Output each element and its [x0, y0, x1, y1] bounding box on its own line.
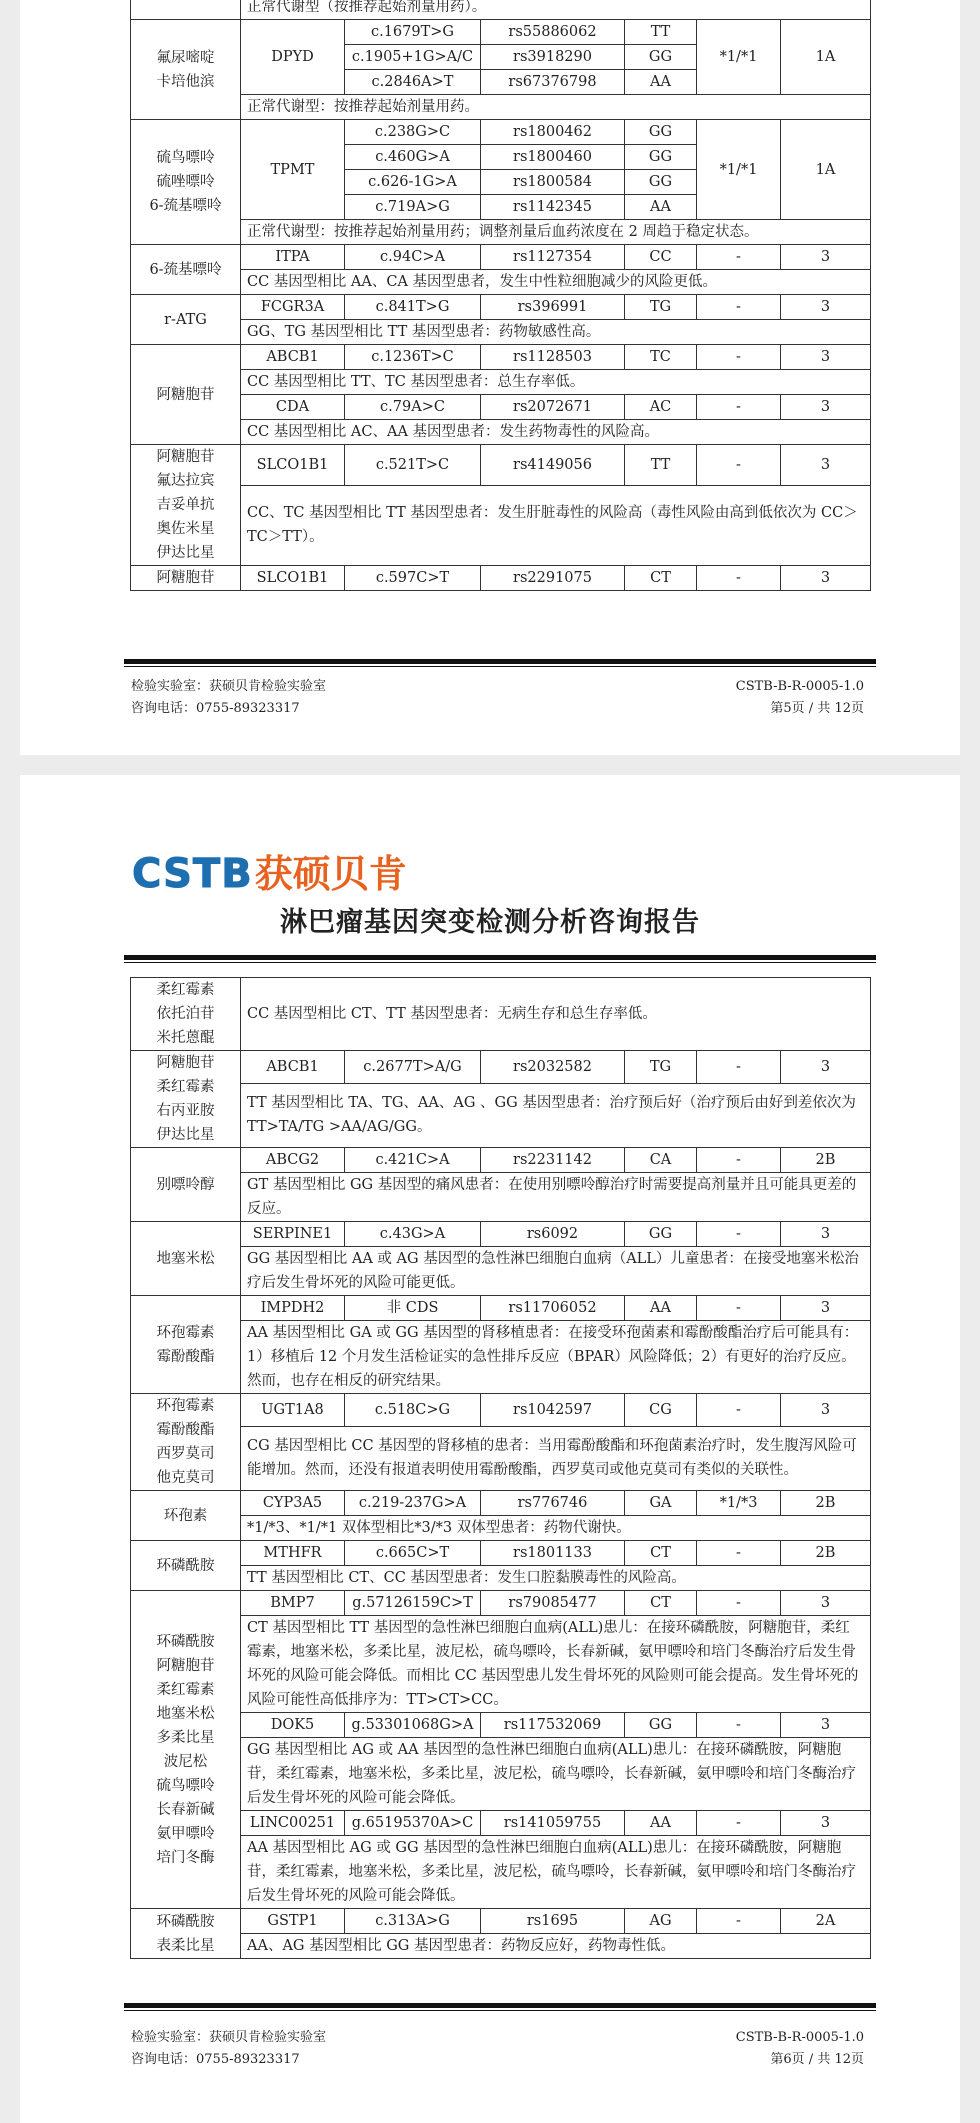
genotype-cell: GG: [625, 120, 697, 145]
genotype-cell: CT: [625, 566, 697, 591]
table-row: [131, 1541, 871, 1566]
genotype-cell: CA: [625, 1148, 697, 1173]
interpretation-note: CC、TC 基因型相比 TT 基因型患者：发生肝脏毒性的风险高（毒性风险由高到低依次为 CC＞TC＞TT）。: [241, 485, 871, 565]
cdna-variant-cell: c.521T>C: [345, 445, 481, 486]
drug-name: 他克莫司: [156, 1470, 215, 1486]
cdna-variant-cell: c.841T>G: [345, 295, 481, 320]
table-row: [131, 1836, 871, 1909]
evidence-level-cell: 3: [781, 245, 871, 270]
table-row: [131, 295, 871, 320]
table-row: [131, 1566, 871, 1591]
footer-phone: 咨询电话：0755-89323317: [131, 701, 300, 716]
rsid-cell: rs776746: [481, 1491, 625, 1516]
interpretation-note: CC 基因型相比 AC、AA 基因型患者：发生药物毒性的风险高。: [241, 420, 871, 445]
cdna-variant-cell: g.57126159C>T: [345, 1591, 481, 1616]
genotype-cell: GG: [625, 145, 697, 170]
gene-cell: SLCO1B1: [241, 445, 345, 486]
table-row: [131, 1713, 871, 1738]
drug-name: 环磷酰胺: [156, 1557, 215, 1574]
drug-name: 多柔比星: [156, 1729, 215, 1746]
interpretation-note: CC 基因型相比 TT、TC 基因型患者：总生存率低。: [241, 370, 871, 395]
footer-docinfo: [736, 676, 864, 720]
interpretation-note: CT 基因型相比 TT 基因型的急性淋巴细胞白血病(ALL)患儿：在接环磷酰胺，阿糖胞苷，柔红霉素，地塞米松，多柔比星，波尼松，硫鸟嘌呤，长春新碱，氨甲嘌呤和培门冬酶治疗后发生骨坏死的风险可能会降低。而相比 CC 基因型患儿发生骨坏死的风险则可能会提高。发生骨坏死的风险可能性高低排序为：TT>CT>CC。: [241, 1616, 871, 1713]
cdna-variant-cell: c.626-1G>A: [345, 170, 481, 195]
diplotype-cell: -: [697, 445, 781, 486]
genotype-cell: AC: [625, 395, 697, 420]
cdna-variant-cell: c.421C>A: [345, 1148, 481, 1173]
diplotype-cell: -: [697, 345, 781, 370]
table-row: [131, 0, 871, 20]
genotype-cell: TG: [625, 1051, 697, 1084]
footer-docinfo: [736, 2027, 864, 2071]
drug-name: 环孢霉素: [156, 1398, 215, 1414]
drug-name: 西罗莫司: [156, 1446, 215, 1462]
genotype-cell: CC: [625, 245, 697, 270]
drug-names-cell: [131, 1296, 241, 1394]
table-row: [131, 1934, 871, 1959]
rsid-cell: rs1801133: [481, 1541, 625, 1566]
cdna-variant-cell: c.94C>A: [345, 245, 481, 270]
diplotype-cell: -: [697, 1541, 781, 1566]
drug-name: 柔红霉素: [156, 1681, 215, 1698]
evidence-level-cell: 2A: [781, 1909, 871, 1934]
evidence-level-cell: 3: [781, 1394, 871, 1427]
table-row: [131, 95, 871, 120]
cdna-variant-cell: c.719A>G: [345, 195, 481, 220]
table-row: [131, 445, 871, 486]
footer-contact: [131, 2027, 326, 2071]
gene-cell: SLCO1B1: [241, 566, 345, 591]
drug-name: 米托蒽醌: [156, 1030, 215, 1046]
table-row: [131, 1426, 871, 1490]
gene-cell: LINC00251: [241, 1811, 345, 1836]
rsid-cell: rs396991: [481, 295, 625, 320]
table-row: [131, 1321, 871, 1394]
footer-contact: [131, 676, 326, 720]
drug-name: 培门冬酶: [156, 1849, 215, 1866]
drug-names-cell: [131, 1541, 241, 1591]
table-row: [131, 1591, 871, 1616]
footer-lab: 检验实验室：获硕贝肯检验实验室: [131, 679, 327, 694]
drug-name: 奥佐米星: [156, 521, 215, 537]
table-row: [131, 1909, 871, 1934]
diplotype-cell: -: [697, 1591, 781, 1616]
rsid-cell: rs3918290: [481, 45, 625, 70]
rsid-cell: rs79085477: [481, 1591, 625, 1616]
drug-names-cell: [131, 1591, 241, 1909]
footer-page-number: 第5页 / 共 12页: [770, 701, 864, 716]
rsid-cell: rs2032582: [481, 1051, 625, 1084]
diplotype-cell: *1/*1: [697, 20, 781, 95]
genotype-cell: AA: [625, 195, 697, 220]
drug-name: 伊达比星: [156, 1127, 215, 1143]
drug-names-cell: [131, 245, 241, 295]
drug-name: 阿糖胞苷: [156, 1055, 215, 1071]
evidence-level-cell: 3: [781, 445, 871, 486]
rsid-cell: rs2072671: [481, 395, 625, 420]
table-row: [131, 345, 871, 370]
gene-cell: CYP3A5: [241, 1491, 345, 1516]
cdna-variant-cell: c.518C>G: [345, 1394, 481, 1427]
company-logo: [132, 843, 407, 898]
table-row: [131, 370, 871, 395]
diplotype-cell: -: [697, 1222, 781, 1247]
genotype-cell: AA: [625, 1811, 697, 1836]
footer-rule-thin: [124, 2010, 876, 2011]
drug-names-cell: [131, 1491, 241, 1541]
cdna-variant-cell: c.1905+1G>A/C: [345, 45, 481, 70]
interpretation-note: GG 基因型相比 AG 或 AA 基因型的急性淋巴细胞白血病(ALL)患儿：在接环磷酰胺，阿糖胞苷，柔红霉素，地塞米松，多柔比星，波尼松，硫鸟嘌呤，长春新碱，氨甲嘌呤和培门冬酶治疗后发生骨坏死的风险可能会降低。: [241, 1738, 871, 1811]
cdna-variant-cell: c.665C>T: [345, 1541, 481, 1566]
drug-name: 卡培他滨: [156, 73, 215, 90]
drug-name: 环孢霉素: [156, 1324, 215, 1341]
drug-name: 柔红霉素: [156, 1079, 215, 1095]
rsid-cell: rs67376798: [481, 70, 625, 95]
diplotype-cell: -: [697, 1811, 781, 1836]
footer-rule: [124, 659, 876, 664]
table-row: [131, 1811, 871, 1836]
table-row: [131, 485, 871, 565]
footer-doc-code: CSTB-B-R-0005-1.0: [735, 679, 864, 694]
genotype-cell: GA: [625, 1491, 697, 1516]
cdna-variant-cell: c.219-237G>A: [345, 1491, 481, 1516]
gene-cell: SERPINE1: [241, 1222, 345, 1247]
rsid-cell: rs117532069: [481, 1713, 625, 1738]
table-row: [131, 566, 871, 591]
table-row: [131, 270, 871, 295]
table-row: [131, 420, 871, 445]
drug-name: 柔红霉素: [156, 982, 215, 998]
table-row: [131, 1148, 871, 1173]
gene-cell: ABCB1: [241, 1051, 345, 1084]
genotype-cell: GG: [625, 45, 697, 70]
genotype-cell: CT: [625, 1541, 697, 1566]
evidence-level-cell: 3: [781, 295, 871, 320]
drug-name: r-ATG: [164, 311, 207, 328]
cdna-variant-cell: 非 CDS: [345, 1296, 481, 1321]
drug-name: 地塞米松: [156, 1705, 215, 1722]
drug-name: 阿糖胞苷: [156, 570, 215, 586]
evidence-level-cell: 3: [781, 1296, 871, 1321]
gene-cell: ITPA: [241, 245, 345, 270]
table-row: [131, 220, 871, 245]
cdna-variant-cell: c.43G>A: [345, 1222, 481, 1247]
rsid-cell: rs1042597: [481, 1394, 625, 1427]
interpretation-note: GG、TG 基因型相比 TT 基因型患者：药物敏感性高。: [241, 320, 871, 345]
rsid-cell: rs141059755: [481, 1811, 625, 1836]
gene-cell: DOK5: [241, 1713, 345, 1738]
genotype-cell: GG: [625, 1713, 697, 1738]
rsid-cell: rs6092: [481, 1222, 625, 1247]
drug-names-cell: [131, 445, 241, 566]
evidence-level-cell: 3: [781, 1713, 871, 1738]
rsid-cell: rs4149056: [481, 445, 625, 486]
genotype-cell: GG: [625, 170, 697, 195]
pharmacogenomics-table-page6: [130, 977, 871, 1959]
genotype-cell: AG: [625, 1909, 697, 1934]
gene-cell: ABCB1: [241, 345, 345, 370]
table-row: [131, 320, 871, 345]
rsid-cell: rs11706052: [481, 1296, 625, 1321]
drug-name: 长春新碱: [156, 1801, 215, 1818]
table-row: [131, 978, 871, 1051]
table-row: [131, 20, 871, 45]
gene-cell: UGT1A8: [241, 1394, 345, 1427]
drug-names-cell: [131, 345, 241, 445]
interpretation-note: TT 基因型相比 TA、TG、AA、AG 、GG 基因型患者：治疗预后好（治疗预后由好到差依次为 TT>TA/TG >AA/AG/GG。: [241, 1083, 871, 1147]
table-row: [131, 1296, 871, 1321]
evidence-level-cell: 3: [781, 566, 871, 591]
drug-name: 硫唑嘌呤: [156, 174, 215, 190]
rsid-cell: rs1800460: [481, 145, 625, 170]
diplotype-cell: -: [697, 1394, 781, 1427]
evidence-level-cell: 3: [781, 395, 871, 420]
drug-name: 波尼松: [163, 1753, 208, 1770]
table-row: [131, 1247, 871, 1296]
drug-names-cell: [131, 1051, 241, 1148]
drug-name: 霉酚酸酯: [156, 1348, 215, 1365]
drug-names-cell: [131, 1909, 241, 1959]
genotype-cell: CG: [625, 1394, 697, 1427]
diplotype-cell: -: [697, 1148, 781, 1173]
table-row: [131, 1173, 871, 1222]
gene-cell: FCGR3A: [241, 295, 345, 320]
genotype-cell: TC: [625, 345, 697, 370]
gene-cell: TPMT: [241, 120, 345, 220]
diplotype-cell: -: [697, 566, 781, 591]
interpretation-note: 正常代谢型（按推荐起始剂量用药）。: [241, 0, 871, 20]
evidence-level-cell: 3: [781, 1222, 871, 1247]
drug-names-cell: [131, 295, 241, 345]
genotype-cell: AA: [625, 1296, 697, 1321]
title-rule-thin: [124, 962, 876, 963]
evidence-level-cell: 2B: [781, 1491, 871, 1516]
footer-page-number: 第6页 / 共 12页: [770, 2052, 864, 2067]
table-row: [131, 395, 871, 420]
drug-name: 6-巯基嘌呤: [149, 198, 222, 214]
drug-names-cell: [131, 978, 241, 1051]
drug-names-cell: [131, 566, 241, 591]
interpretation-note: *1/*3、*1/*1 双体型相比*3/*3 双体型患者：药物代谢快。: [241, 1516, 871, 1541]
interpretation-note: CG 基因型相比 CC 基因型的肾移植的患者：当用霉酚酸酯和环孢菌素治疗时，发生腹泻风险可能增加。然而，还没有报道表明使用霉酚酸酯，西罗莫司或他克莫司有类似的关联性。: [241, 1426, 871, 1490]
logo-chinese-text: 获硕贝肯: [254, 852, 407, 896]
cdna-variant-cell: c.597C>T: [345, 566, 481, 591]
evidence-level-cell: 3: [781, 345, 871, 370]
drug-name: 吉妥单抗: [156, 497, 215, 513]
cdna-variant-cell: c.1236T>C: [345, 345, 481, 370]
diplotype-cell: -: [697, 245, 781, 270]
empty-cell: [131, 0, 241, 20]
drug-name: 阿糖胞苷: [156, 1657, 215, 1674]
evidence-level-cell: 1A: [781, 20, 871, 95]
genotype-cell: AA: [625, 70, 697, 95]
diplotype-cell: *1/*1: [697, 120, 781, 220]
drug-names-cell: [131, 120, 241, 245]
drug-name: 地塞米松: [156, 1250, 215, 1267]
genotype-cell: TT: [625, 445, 697, 486]
rsid-cell: rs1695: [481, 1909, 625, 1934]
logo-latin-text: CSTB: [132, 851, 253, 897]
table-row: [131, 1491, 871, 1516]
cdna-variant-cell: c.79A>C: [345, 395, 481, 420]
drug-name: 硫鸟嘌呤: [156, 1777, 215, 1794]
rsid-cell: rs1800462: [481, 120, 625, 145]
drug-name: 霉酚酸酯: [156, 1422, 215, 1438]
table-row: [131, 245, 871, 270]
diplotype-cell: -: [697, 1713, 781, 1738]
diplotype-cell: *1/*3: [697, 1491, 781, 1516]
interpretation-note: CC 基因型相比 CT、TT 基因型患者：无病生存和总生存率低。: [241, 978, 871, 1051]
footer-doc-code: CSTB-B-R-0005-1.0: [735, 2030, 864, 2045]
cdna-variant-cell: g.53301068G>A: [345, 1713, 481, 1738]
drug-name: 阿糖胞苷: [156, 449, 215, 465]
table-row: [131, 1738, 871, 1811]
footer-rule-thin: [124, 666, 876, 667]
rsid-cell: rs1800584: [481, 170, 625, 195]
drug-name: 表柔比星: [156, 1937, 215, 1954]
genotype-cell: TG: [625, 295, 697, 320]
evidence-level-cell: 3: [781, 1811, 871, 1836]
interpretation-note: AA 基因型相比 GA 或 GG 基因型的肾移植患者：在接受环孢菌素和霉酚酸酯治疗后可能具有：1）移植后 12 个月发生活检证实的急性排斥反应（BPAR）风险降低；2）有更好的治疗反应。 然而，也存在相反的研究结果。: [241, 1321, 871, 1394]
diplotype-cell: -: [697, 1296, 781, 1321]
interpretation-note: TT 基因型相比 CT、CC 基因型患者：发生口腔黏膜毒性的风险高。: [241, 1566, 871, 1591]
gene-cell: MTHFR: [241, 1541, 345, 1566]
drug-names-cell: [131, 1222, 241, 1296]
diplotype-cell: -: [697, 1909, 781, 1934]
table-row: [131, 120, 871, 145]
table-row: [131, 1222, 871, 1247]
evidence-level-cell: 2B: [781, 1148, 871, 1173]
gene-cell: BMP7: [241, 1591, 345, 1616]
drug-name: 右丙亚胺: [156, 1103, 215, 1119]
drug-name: 阿糖胞苷: [156, 386, 215, 403]
title-rule: [124, 955, 876, 960]
cdna-variant-cell: c.2846A>T: [345, 70, 481, 95]
evidence-level-cell: 1A: [781, 120, 871, 220]
interpretation-note: AA 基因型相比 AG 或 GG 基因型的急性淋巴细胞白血病(ALL)患儿：在接环磷酰胺，阿糖胞苷，柔红霉素，地塞米松，多柔比星，波尼松，硫鸟嘌呤，长春新碱，氨甲嘌呤和培门冬酶治疗后发生骨坏死的风险可能会降低。: [241, 1836, 871, 1909]
cdna-variant-cell: c.313A>G: [345, 1909, 481, 1934]
drug-name: 环孢素: [163, 1507, 208, 1524]
evidence-level-cell: 2B: [781, 1541, 871, 1566]
table-row: [131, 1051, 871, 1084]
drug-names-cell: [131, 20, 241, 120]
gene-cell: GSTP1: [241, 1909, 345, 1934]
drug-name: 环磷酰胺: [156, 1633, 215, 1650]
drug-name: 别嘌呤醇: [156, 1176, 215, 1193]
rsid-cell: rs2291075: [481, 566, 625, 591]
table-row: [131, 1516, 871, 1541]
table-row: [131, 1083, 871, 1147]
table-row: [131, 1616, 871, 1713]
footer-phone: 咨询电话：0755-89323317: [131, 2052, 300, 2067]
drug-name: 硫鸟嘌呤: [156, 150, 215, 166]
genotype-cell: CT: [625, 1591, 697, 1616]
gene-cell: CDA: [241, 395, 345, 420]
rsid-cell: rs1127354: [481, 245, 625, 270]
rsid-cell: rs1142345: [481, 195, 625, 220]
cdna-variant-cell: c.2677T>A/G: [345, 1051, 481, 1084]
genotype-cell: GG: [625, 1222, 697, 1247]
footer-rule: [124, 2003, 876, 2008]
report-page-6: [20, 775, 960, 2123]
rsid-cell: rs1128503: [481, 345, 625, 370]
interpretation-note: CC 基因型相比 AA、CA 基因型患者，发生中性粒细胞减少的风险更低。: [241, 270, 871, 295]
diplotype-cell: -: [697, 1051, 781, 1084]
drug-name: 氨甲嘌呤: [156, 1825, 215, 1842]
interpretation-note: AA、AG 基因型相比 GG 基因型患者：药物反应好，药物毒性低。: [241, 1934, 871, 1959]
gene-cell: IMPDH2: [241, 1296, 345, 1321]
cdna-variant-cell: c.1679T>G: [345, 20, 481, 45]
diplotype-cell: -: [697, 395, 781, 420]
rsid-cell: rs2231142: [481, 1148, 625, 1173]
cdna-variant-cell: c.460G>A: [345, 145, 481, 170]
drug-name: 伊达比星: [156, 545, 215, 561]
interpretation-note: GT 基因型相比 GG 基因型的痛风患者：在使用别嘌呤醇治疗时需要提高剂量并且可能具更差的反应。: [241, 1173, 871, 1222]
drug-name: 环磷酰胺: [156, 1913, 215, 1930]
rsid-cell: rs55886062: [481, 20, 625, 45]
drug-name: 6-巯基嘌呤: [149, 261, 222, 278]
cdna-variant-cell: g.65195370A>C: [345, 1811, 481, 1836]
drug-names-cell: [131, 1148, 241, 1222]
pharmacogenomics-table-page5: [130, 0, 871, 591]
drug-name: 氟尿嘧啶: [156, 49, 215, 66]
evidence-level-cell: 3: [781, 1591, 871, 1616]
table-row: [131, 1394, 871, 1427]
drug-name: 依托泊苷: [156, 1006, 215, 1022]
drug-names-cell: [131, 1394, 241, 1491]
gene-cell: DPYD: [241, 20, 345, 95]
report-page-5: [20, 0, 960, 755]
drug-name: 氟达拉宾: [156, 473, 215, 489]
genotype-cell: TT: [625, 20, 697, 45]
diplotype-cell: -: [697, 295, 781, 320]
cdna-variant-cell: c.238G>C: [345, 120, 481, 145]
interpretation-note: GG 基因型相比 AA 或 AG 基因型的急性淋巴细胞白血病（ALL）儿童患者：在接受地塞米松治疗后发生骨坏死的风险可能更低。: [241, 1247, 871, 1296]
report-title: 淋巴瘤基因突变检测分析咨询报告: [280, 907, 700, 938]
footer-lab: 检验实验室：获硕贝肯检验实验室: [131, 2030, 327, 2045]
gene-cell: ABCG2: [241, 1148, 345, 1173]
interpretation-note: 正常代谢型：按推荐起始剂量用药；调整剂量后血药浓度在 2 周趋于稳定状态。: [241, 220, 871, 245]
interpretation-note: 正常代谢型：按推荐起始剂量用药。: [241, 95, 871, 120]
evidence-level-cell: 3: [781, 1051, 871, 1084]
